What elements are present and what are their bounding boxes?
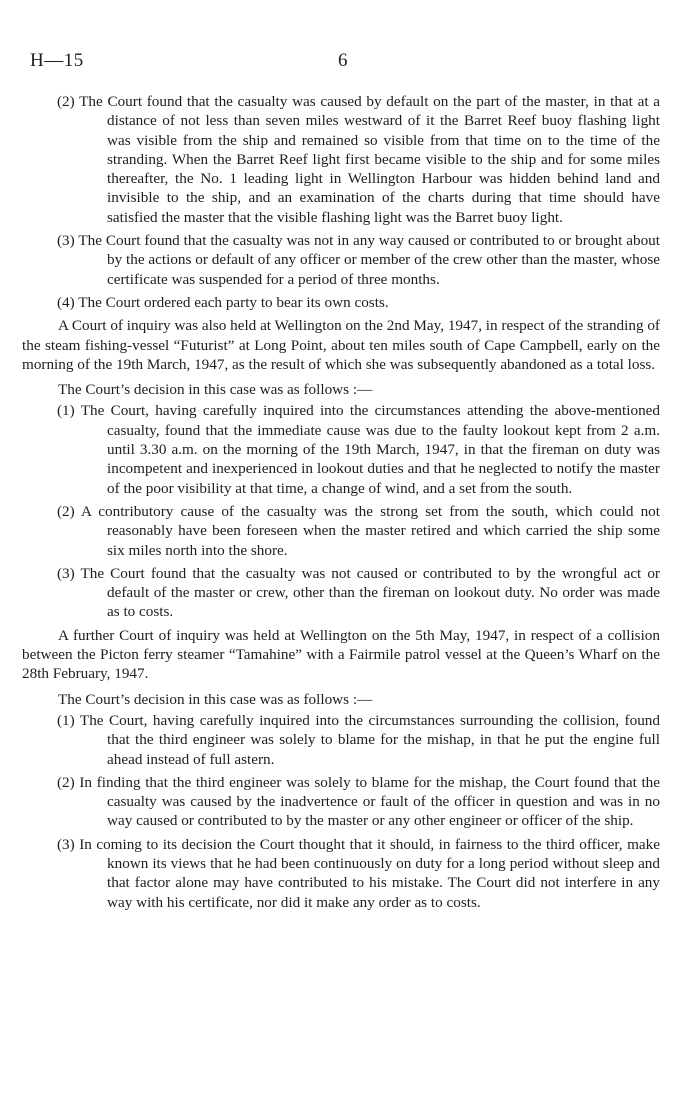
finding-item: (2) In finding that the third engineer was solely to blame for the mishap, the Court found that the casualty was caused by the inadvertence or fault of the officer in question and was in no way caused or contributed to by the master or any other engineer or officer of the ship.	[57, 773, 660, 830]
finding-item: (3) The Court found that the casualty was not in any way caused or contributed to or brought about by the actions or default of any officer or member of the crew other than the master, whose certificate was suspended for a period of three months.	[57, 232, 660, 288]
body-text	[22, 92, 660, 916]
finding-item: (1) The Court, having carefully inquired into the circumstances attending the above-mentioned casualty, found that the immediate cause was due to the faulty lookout kept from 2 a.m. until 3.30 a.m. on the morning of the 19th March, 1947, in that the fireman on duty was incompetent and inexperienced in lookout duties and that he neglected to notify the master of the poor visibility at that time, a change of wind, and a set from the south.	[57, 402, 660, 497]
finding-item: (2) The Court found that the casualty was caused by default on the part of the master, in that at a distance of not less than seven miles westward of it the Barret Reef buoy flashing light was visible from the ship and remained so visible from that time on to the time of the stranding. When the Barret Reef light first became visible to the ship and for some miles thereafter, the No. 1 leading light in Wellington Harbour was hidden behind land and invisible to the ship, and an examination of the charts during that time should have satisfied the master that the visible flashing light was the Barret buoy light.	[57, 93, 660, 226]
finding-item: (4) The Court ordered each party to bear its own costs.	[57, 293, 389, 311]
finding-item: (3) The Court found that the casualty was not caused or contributed to by the wrongful act or default of the master or crew, other than the fireman on lookout duty. No order was made as to costs.	[57, 564, 660, 621]
decision-intro: The Court’s decision in this case was as follows :—	[58, 381, 373, 399]
inquiry-paragraph: A further Court of inquiry was held at Wellington on the 5th May, 1947, in respect of a collision between the Picton ferry steamer “Tamahine” with a Fairmile patrol vessel at the Queen’s Wharf on the 28th February, 1947.	[22, 626, 660, 683]
finding-item: (2) A contributory cause of the casualty was the strong set from the south, which could not reasonably have been foreseen when the master retired and which carried the ship some six miles north into the shore.	[57, 502, 660, 559]
finding-item: (1) The Court, having carefully inquired into the circumstances surrounding the collision, found that the third engineer was solely to blame for the mishap, in that he put the engine full ahead instead of full astern.	[57, 711, 660, 768]
inquiry-paragraph: A Court of inquiry was also held at Wellington on the 2nd May, 1947, in respect of the stranding of the steam fishing-vessel “Futurist” at Long Point, about ten miles south of Cape Campbell, early on the morning of the 19th March, 1947, as the result of which she was subsequently abandoned as a total loss.	[22, 317, 660, 373]
page-number: 6	[338, 50, 348, 71]
finding-item: (3) In coming to its decision the Court thought that it should, in fairness to the third officer, make known its views that he had been continuously on duty for a long period without sleep and that factor alone may have contributed to his mistake. The Court did not interfere in any way with his certificate, nor did it make any order as to costs.	[57, 835, 660, 911]
decision-intro: The Court’s decision in this case was as follows :—	[58, 690, 373, 708]
document-reference: H—15	[30, 50, 84, 71]
